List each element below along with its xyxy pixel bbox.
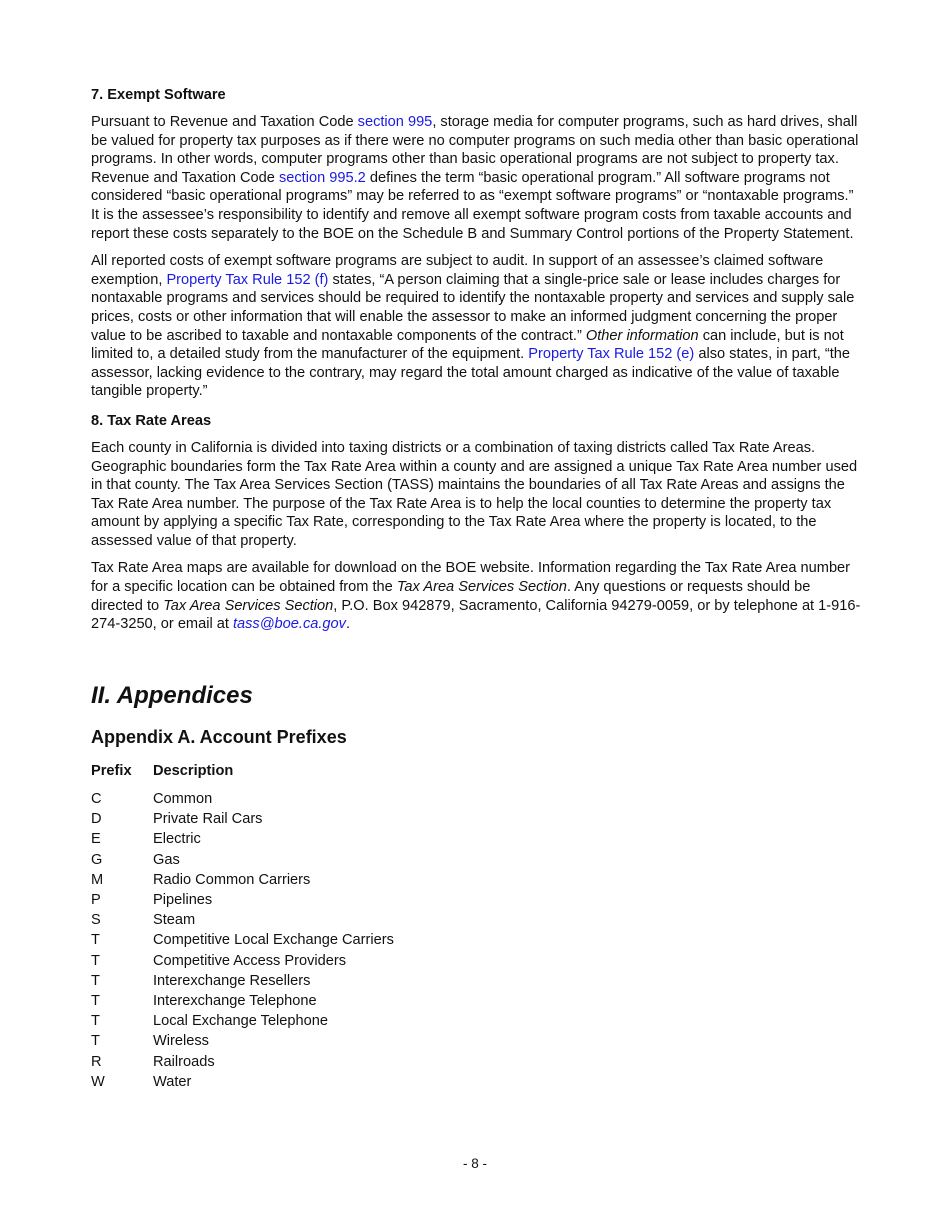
- table-row: [91, 829, 861, 849]
- appendices-heading: II. Appendices: [91, 681, 253, 709]
- link-rule-152-e[interactable]: Property Tax Rule 152 (e): [528, 346, 695, 363]
- email-link[interactable]: tass@boe.ca.gov: [232, 616, 346, 633]
- prefix-cell: T: [91, 932, 100, 949]
- table-row: [91, 991, 861, 1011]
- table-row: [91, 971, 861, 991]
- description-cell: Radio Common Carriers: [153, 871, 311, 888]
- prefix-cell: G: [91, 851, 103, 868]
- prefix-cell: E: [91, 831, 101, 848]
- description-cell: Local Exchange Telephone: [153, 1013, 328, 1030]
- page-number: - 8 -: [462, 1156, 487, 1171]
- description-cell: Private Rail Cars: [153, 811, 263, 828]
- document-page: [91, 85, 861, 1092]
- table-row: [91, 809, 861, 829]
- section-8-paragraph-2: Tax Rate Area maps are available for download on the BOE website. Information regarding the Tax Rate Area number for a specific location can be obtained from the Tax Area Services Section. Any questions or requests should be directed to Tax Area Services Section, P.O. Box 942879, Sacramento, California 94279-0059, or by telephone at 1-916-274-3250, or email at tass@boe.ca.gov.: [91, 560, 861, 633]
- prefix-cell: R: [91, 1053, 102, 1070]
- prefix-cell: M: [91, 871, 104, 888]
- section-7-heading: 7. Exempt Software: [91, 87, 226, 103]
- appendix-a-heading: Appendix A. Account Prefixes: [91, 726, 347, 747]
- description-cell: Water: [153, 1073, 192, 1090]
- section-8-heading: 8. Tax Rate Areas: [91, 412, 212, 429]
- prefix-cell: D: [91, 811, 102, 828]
- table-row: [91, 870, 861, 890]
- prefix-cell: P: [91, 892, 101, 909]
- table-row: [91, 910, 861, 930]
- table-row: [91, 1072, 861, 1092]
- link-rule-152-f[interactable]: Property Tax Rule 152 (f): [166, 271, 329, 288]
- description-cell: Railroads: [153, 1053, 215, 1070]
- table-body: [91, 789, 861, 1092]
- table-row: [91, 890, 861, 910]
- prefix-cell: T: [91, 993, 100, 1010]
- description-cell: Gas: [153, 851, 180, 868]
- link-section-995-2[interactable]: section 995.2: [278, 169, 366, 186]
- description-cell: Wireless: [153, 1033, 209, 1050]
- table-row: [91, 1011, 861, 1031]
- table-row: [91, 930, 861, 950]
- prefix-cell: W: [91, 1073, 105, 1090]
- prefix-cell: C: [91, 791, 102, 808]
- table-row: [91, 850, 861, 870]
- table-row: [91, 1031, 861, 1051]
- description-cell: Steam: [153, 912, 196, 929]
- description-cell: Competitive Access Providers: [153, 952, 347, 969]
- prefix-cell: T: [91, 972, 100, 989]
- prefix-cell: T: [91, 1013, 100, 1030]
- section-7-paragraph-2: All reported costs of exempt software programs are subject to audit. In support of an assessee’s claimed software exemption, Property Tax Rule 152 (f) states, “A person claiming that a single-price sale or lease includes charges for nontaxable programs and services should be required to identify the nontaxable property and services and supply sale prices, costs or other information that will enable the assessor to make an informed judgment concerning the proper value to be ascribed to taxable and nontaxable components of the contract.” Other information can include, but is not limited to, a detailed study from the manufacturer of the equipment. Property Tax Rule 152 (e) also states, in part, “the assessor, lacking evidence to the contrary, may regard the total amount charged as indicative of the value of taxable tangible property.”: [91, 253, 855, 400]
- description-cell: Pipelines: [153, 892, 213, 909]
- section-7-paragraph-1: Pursuant to Revenue and Taxation Code section 995, storage media for computer programs, such as hard drives, shall be valued for property tax purposes as if there were no computer programs on such media other than basic operational programs. In other words, computer programs other than basic operational programs are not subject to property tax. Revenue and Taxation Code section 995.2 defines the term “basic operational program.” All software programs not considered “basic operational programs” may be referred to as “exempt software programs” or “nontaxable programs.” It is the assessee’s responsibility to identify and remove all exempt software program costs from taxable accounts and report these costs separately to the BOE on the Schedule B and Summary Control portions of the Property Statement.: [91, 114, 859, 242]
- prefix-cell: T: [91, 952, 100, 969]
- table-row: [91, 951, 861, 971]
- description-cell: Electric: [153, 831, 201, 848]
- prefix-table: [91, 761, 861, 1092]
- description-cell: Common: [153, 791, 213, 808]
- column-header-prefix: Prefix: [91, 762, 132, 779]
- description-cell: Interexchange Resellers: [153, 972, 311, 989]
- prefix-cell: S: [91, 912, 101, 929]
- column-header-description: Description: [153, 762, 234, 779]
- table-row: [91, 789, 861, 809]
- link-section-995[interactable]: section 995: [357, 114, 433, 130]
- section-8-paragraph-1: Each county in California is divided into taxing districts or a combination of taxing districts called Tax Rate Areas. Geographic boundaries form the Tax Rate Area within a county and are assigned a unique Tax Rate Area number used in that county. The Tax Area Services Section (TASS) maintains the boundaries of all Tax Rate Areas and assigns the Tax Rate Area number. The purpose of the Tax Rate Area is to help the local counties to determine the property tax amount by applying a specific Tax Rate, corresponding to the Tax Rate Area where the property is located, to the assessed value of that property.: [91, 439, 858, 549]
- description-cell: Competitive Local Exchange Carriers: [153, 932, 394, 949]
- description-cell: Interexchange Telephone: [153, 993, 317, 1010]
- table-header: [91, 761, 861, 781]
- prefix-cell: T: [91, 1033, 100, 1050]
- table-row: [91, 1052, 861, 1072]
